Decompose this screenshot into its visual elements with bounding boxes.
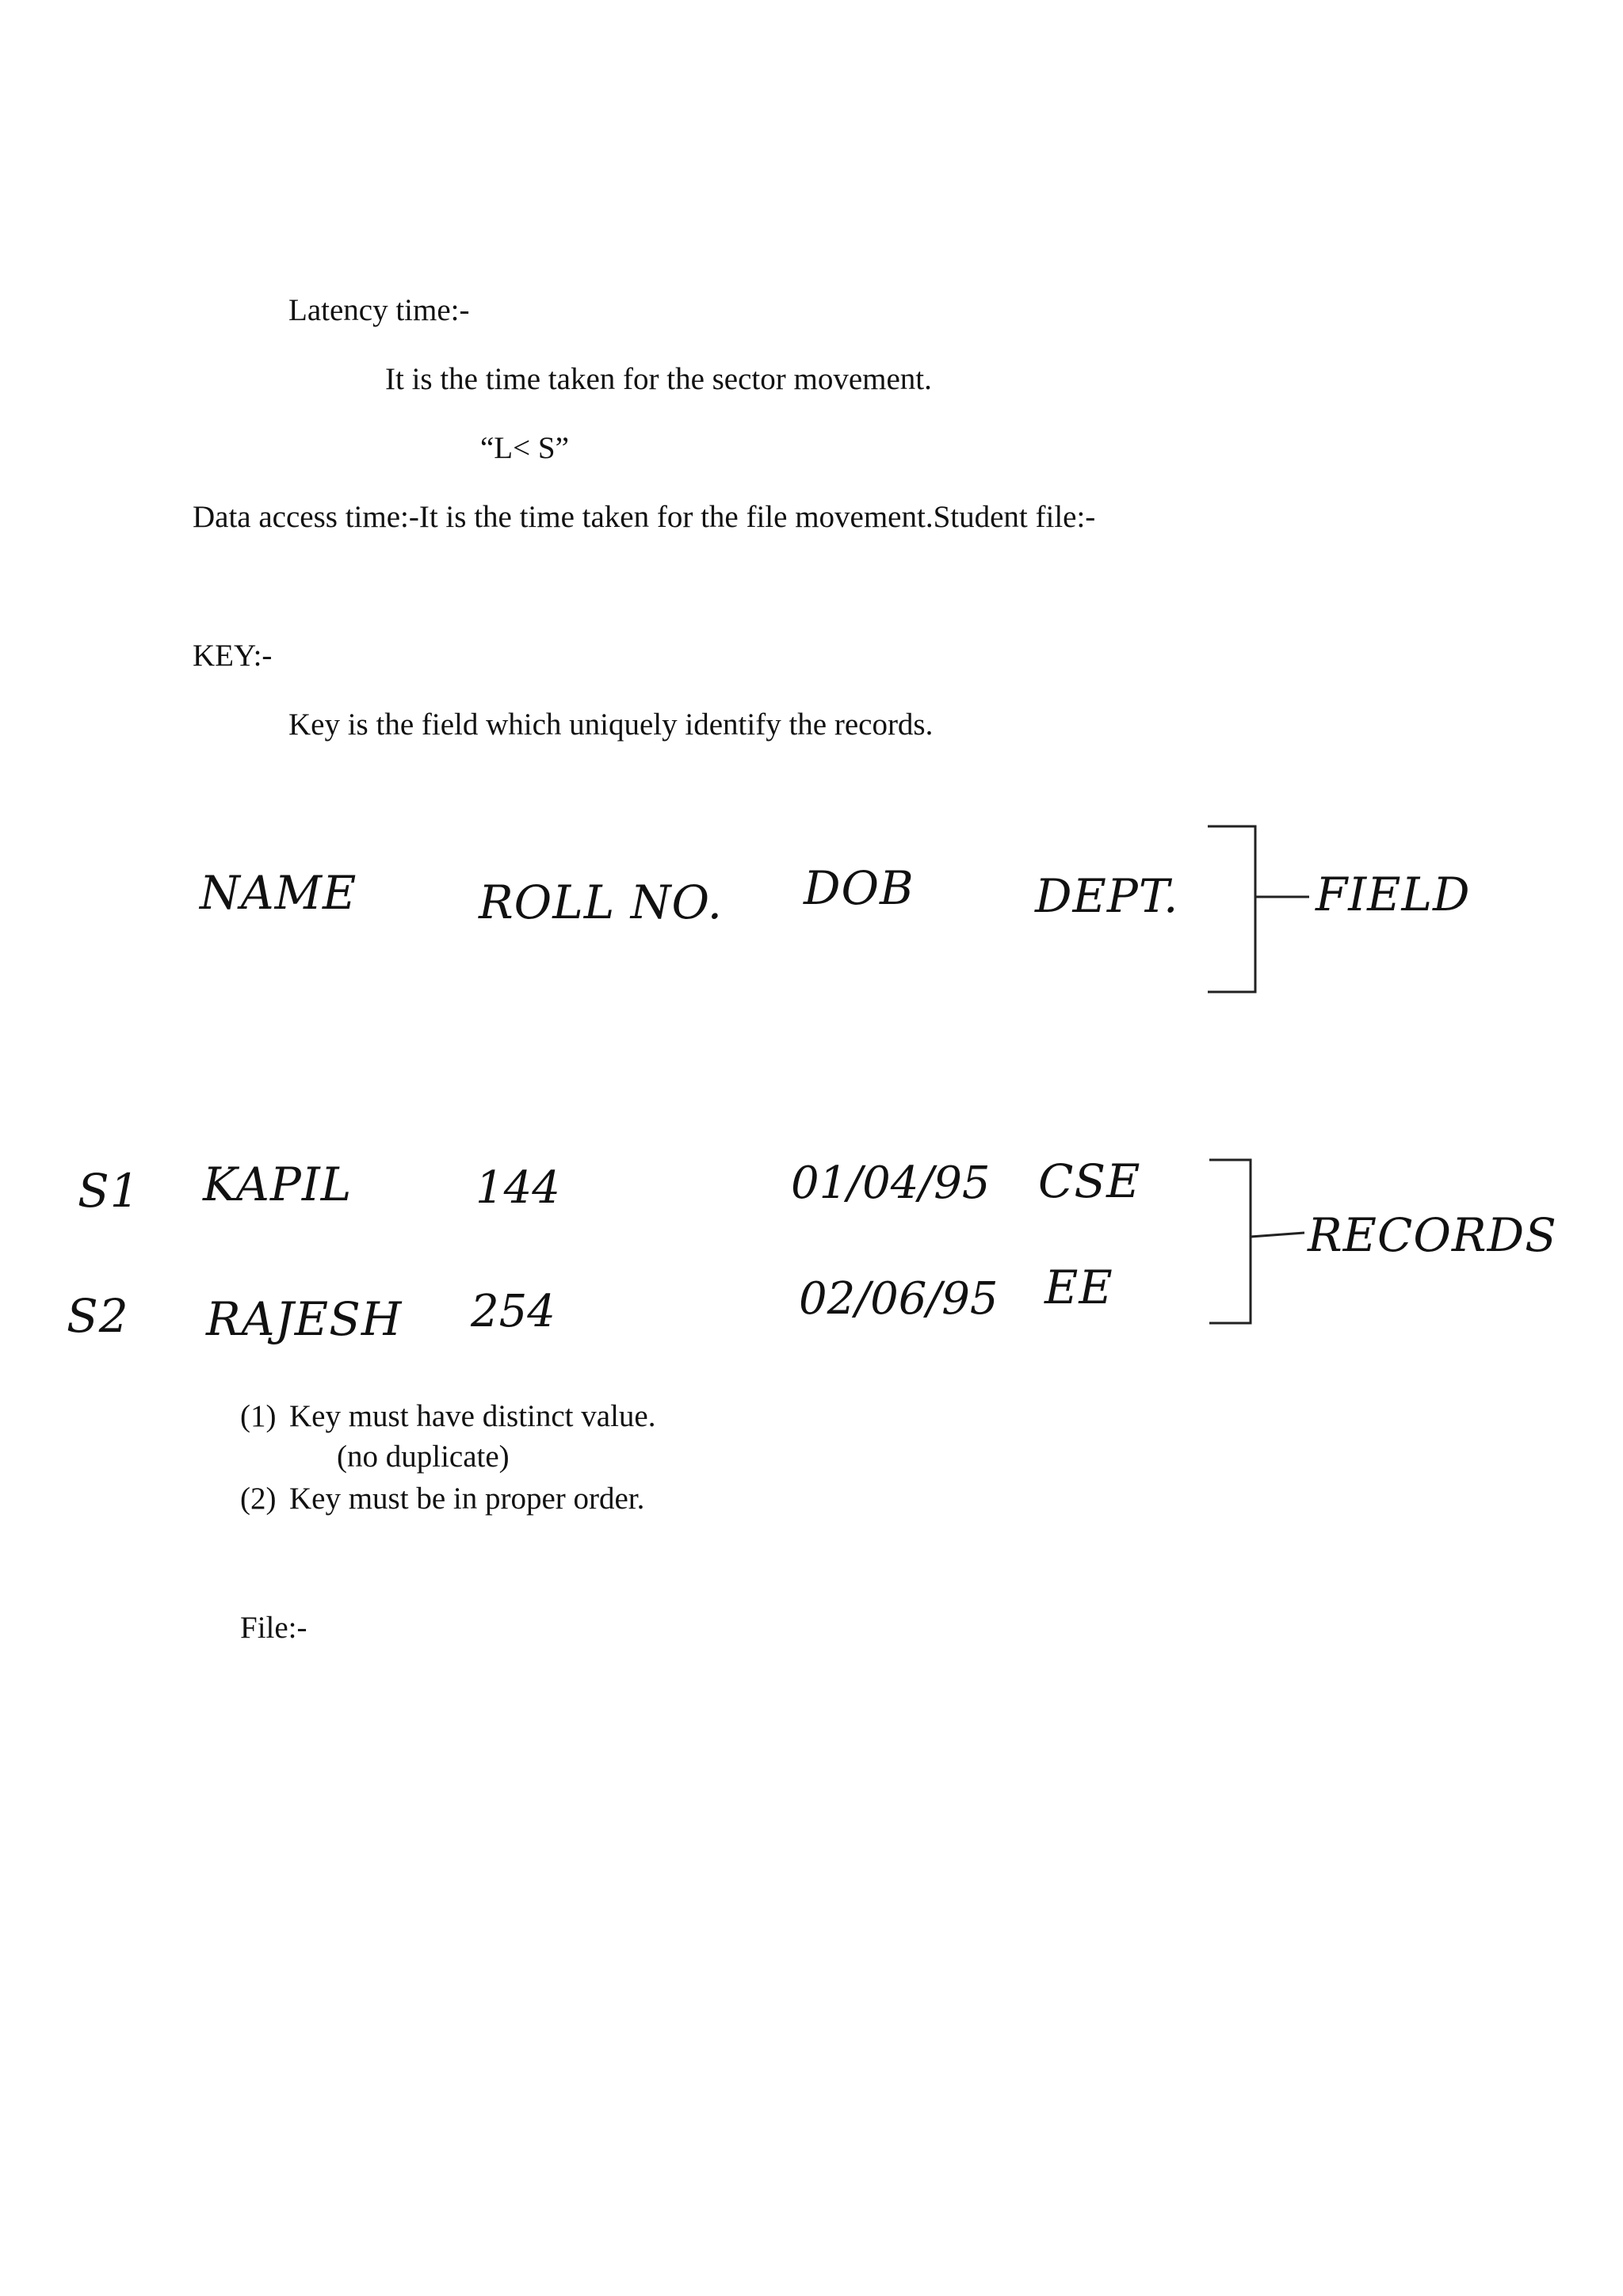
rule-1-number: (1) [240, 1399, 277, 1433]
records-bracket [1209, 1160, 1251, 1323]
rule-2-number: (2) [240, 1482, 277, 1516]
record-s1-name: KAPIL [203, 1158, 353, 1211]
record-s1-id: S1 [78, 1164, 140, 1218]
record-s2-roll: 254 [471, 1286, 556, 1337]
latency-heading: Latency time:- [288, 293, 470, 327]
record-s1-dob: 01/04/95 [791, 1158, 991, 1209]
rule-2 [240, 1483, 644, 1514]
record-s2-dob: 02/06/95 [799, 1273, 999, 1325]
file-heading: File:- [240, 1611, 307, 1645]
field-label: FIELD [1316, 868, 1471, 921]
latency-definition: It is the time taken for the sector movement. [385, 362, 932, 396]
latency-relation: “L< S” [480, 431, 569, 465]
record-s2-name: RAJESH [206, 1292, 403, 1346]
field-header-dept: DEPT. [1035, 869, 1179, 923]
rule-1-text: Key must have distinct value. [289, 1399, 656, 1433]
key-definition: Key is the field which uniquely identify the records. [288, 707, 934, 742]
record-s1-dept: CSE [1038, 1154, 1141, 1208]
field-header-name: NAME [200, 866, 357, 920]
records-label: RECORDS [1308, 1208, 1557, 1262]
field-header-dob: DOB [804, 861, 915, 915]
field-bracket [1208, 826, 1255, 992]
record-s2-dept: EE [1044, 1261, 1113, 1314]
records-connector [1251, 1233, 1304, 1237]
record-s2-id: S2 [67, 1289, 129, 1343]
field-header-roll-no: ROLL NO. [479, 875, 724, 929]
rule-1 [240, 1401, 655, 1432]
rule-2-text: Key must be in proper order. [289, 1482, 645, 1516]
rule-1-note: (no duplicate) [337, 1440, 510, 1474]
record-s1-roll: 144 [475, 1162, 560, 1214]
data-access-text: Data access time:-It is the time taken for the file movement.Student file:- [193, 500, 1096, 534]
key-heading: KEY:- [193, 639, 273, 673]
